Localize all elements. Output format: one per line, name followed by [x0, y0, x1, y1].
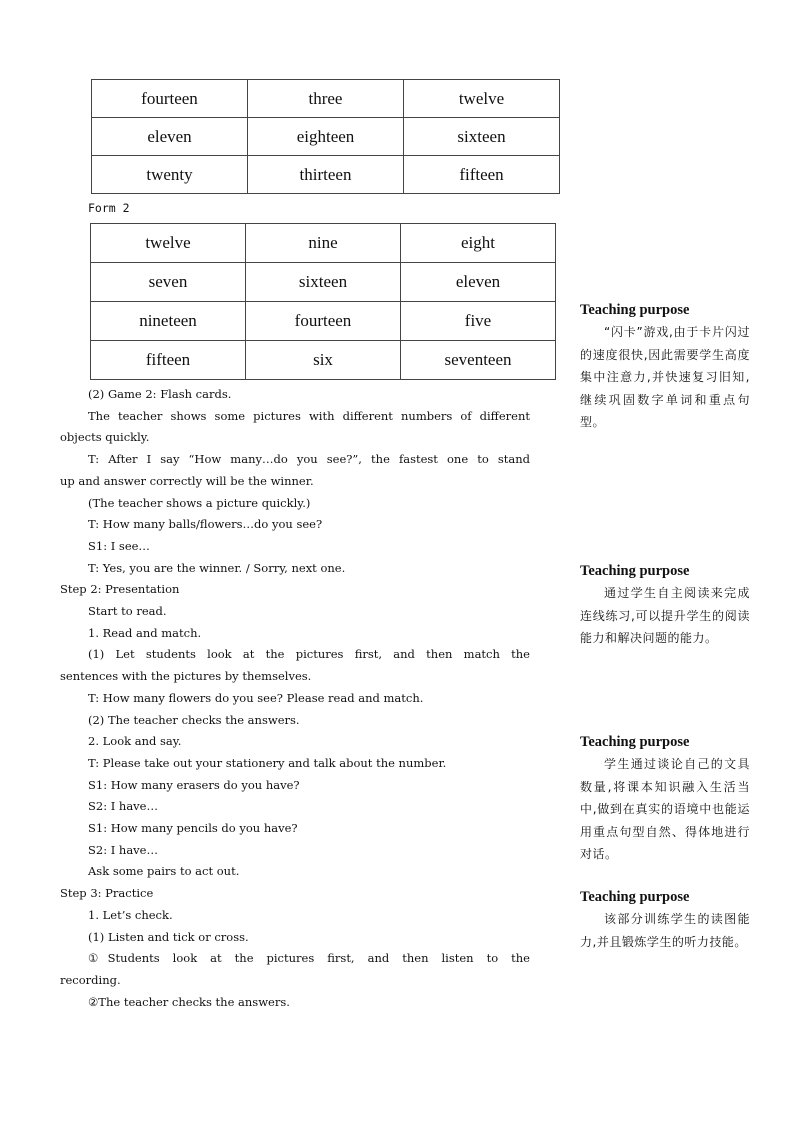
text-line: recording. — [60, 972, 121, 987]
text-line: T: Yes, you are the winner. / Sorry, next one. — [88, 560, 346, 575]
table-cell: three — [248, 80, 404, 118]
text-line: 2. Look and say. — [88, 734, 182, 749]
text-line: S2: I have… — [88, 799, 158, 814]
text-line: up and answer correctly will be the winner. — [60, 473, 314, 488]
table-cell: six — [246, 341, 401, 380]
table-row — [92, 118, 560, 156]
table-row — [91, 263, 556, 302]
teaching-purpose-body: “闪卡”游戏,由于卡片闪过的速度很快,因此需要学生高度集中注意力,并快速复习旧知,继续巩固数字单词和重点句型。 — [580, 325, 750, 429]
text-line: (2) The teacher checks the answers. — [88, 712, 300, 727]
text-line: S1: How many pencils do you have? — [88, 821, 298, 836]
text-line: S1: How many erasers do you have? — [88, 777, 300, 792]
lesson-procedure — [60, 384, 530, 1013]
text-line: S1: I see… — [88, 538, 150, 553]
number-table-form-2 — [90, 223, 556, 380]
table-row — [91, 302, 556, 341]
section-heading: Step 2: Presentation — [60, 582, 180, 597]
text-line: sentences with the pictures by themselves. — [60, 669, 312, 684]
table-cell: five — [401, 302, 556, 341]
table-cell: fourteen — [92, 80, 248, 118]
teaching-purpose-note — [580, 563, 750, 650]
text-line: T: How many balls/flowers…do you see? — [88, 517, 323, 532]
number-table-form-1 — [91, 79, 560, 194]
text-line: S2: I have… — [88, 842, 158, 857]
table-cell: sixteen — [246, 263, 401, 302]
teaching-purpose-note — [580, 734, 750, 866]
table-cell: twenty — [92, 156, 248, 194]
text-line: 1. Let’s check. — [88, 907, 173, 922]
table-cell: nine — [246, 224, 401, 263]
table-cell: sixteen — [404, 118, 560, 156]
table-cell: thirteen — [248, 156, 404, 194]
text-line: (1) Listen and tick or cross. — [88, 929, 249, 944]
table-cell: fourteen — [246, 302, 401, 341]
teaching-purpose-body: 学生通过谈论自己的文具数量,将课本知识融入生活当中,做到在真实的语境中也能运用重点句型自然、得体地进行对话。 — [580, 757, 750, 861]
table-cell: twelve — [91, 224, 246, 263]
teaching-purpose-title: Teaching purpose — [580, 563, 690, 579]
table-cell: eleven — [92, 118, 248, 156]
teaching-purpose-note — [580, 889, 750, 953]
table-row — [91, 341, 556, 380]
text-line: ①Students look at the pictures first, and then listen to the — [88, 951, 530, 966]
text-line: (2) Game 2: Flash cards. — [88, 387, 232, 401]
table-cell: eight — [401, 224, 556, 263]
text-line: objects quickly. — [60, 430, 150, 445]
teaching-purpose-note — [580, 302, 750, 434]
text-line: T: After I say “How many…do you see?”, the fastest one to stand — [88, 452, 530, 467]
teaching-purpose-title: Teaching purpose — [580, 734, 690, 750]
text-line: ②The teacher checks the answers. — [88, 994, 290, 1009]
text-line: 1. Read and match. — [88, 625, 202, 640]
text-line: Ask some pairs to act out. — [88, 864, 240, 879]
table-row — [91, 224, 556, 263]
teaching-purpose-body: 该部分训练学生的读图能力,并且锻炼学生的听力技能。 — [580, 912, 750, 949]
text-line: The teacher shows some pictures with different numbers of different — [88, 408, 530, 423]
table-cell: fifteen — [91, 341, 246, 380]
table-cell: nineteen — [91, 302, 246, 341]
table-cell: eleven — [401, 263, 556, 302]
text-line: (1) Let students look at the pictures first, and then match the — [88, 647, 530, 662]
table-row — [92, 80, 560, 118]
table-cell: seven — [91, 263, 246, 302]
text-line: T: Please take out your stationery and talk about the number. — [88, 755, 447, 770]
text-line: Start to read. — [88, 604, 167, 619]
text-line: T: How many flowers do you see? Please read and match. — [88, 690, 424, 705]
table-row — [92, 156, 560, 194]
teaching-purpose-title: Teaching purpose — [580, 302, 690, 318]
table-cell: twelve — [404, 80, 560, 118]
teaching-purpose-body: 通过学生自主阅读来完成连线练习,可以提升学生的阅读能力和解决问题的能力。 — [580, 586, 750, 645]
section-heading: Step 3: Practice — [60, 886, 154, 901]
table-cell: fifteen — [404, 156, 560, 194]
form-2-label: Form 2 — [88, 201, 130, 215]
table-cell: seventeen — [401, 341, 556, 380]
text-line: (The teacher shows a picture quickly.) — [88, 495, 311, 510]
table-cell: eighteen — [248, 118, 404, 156]
teaching-purpose-title: Teaching purpose — [580, 889, 690, 905]
